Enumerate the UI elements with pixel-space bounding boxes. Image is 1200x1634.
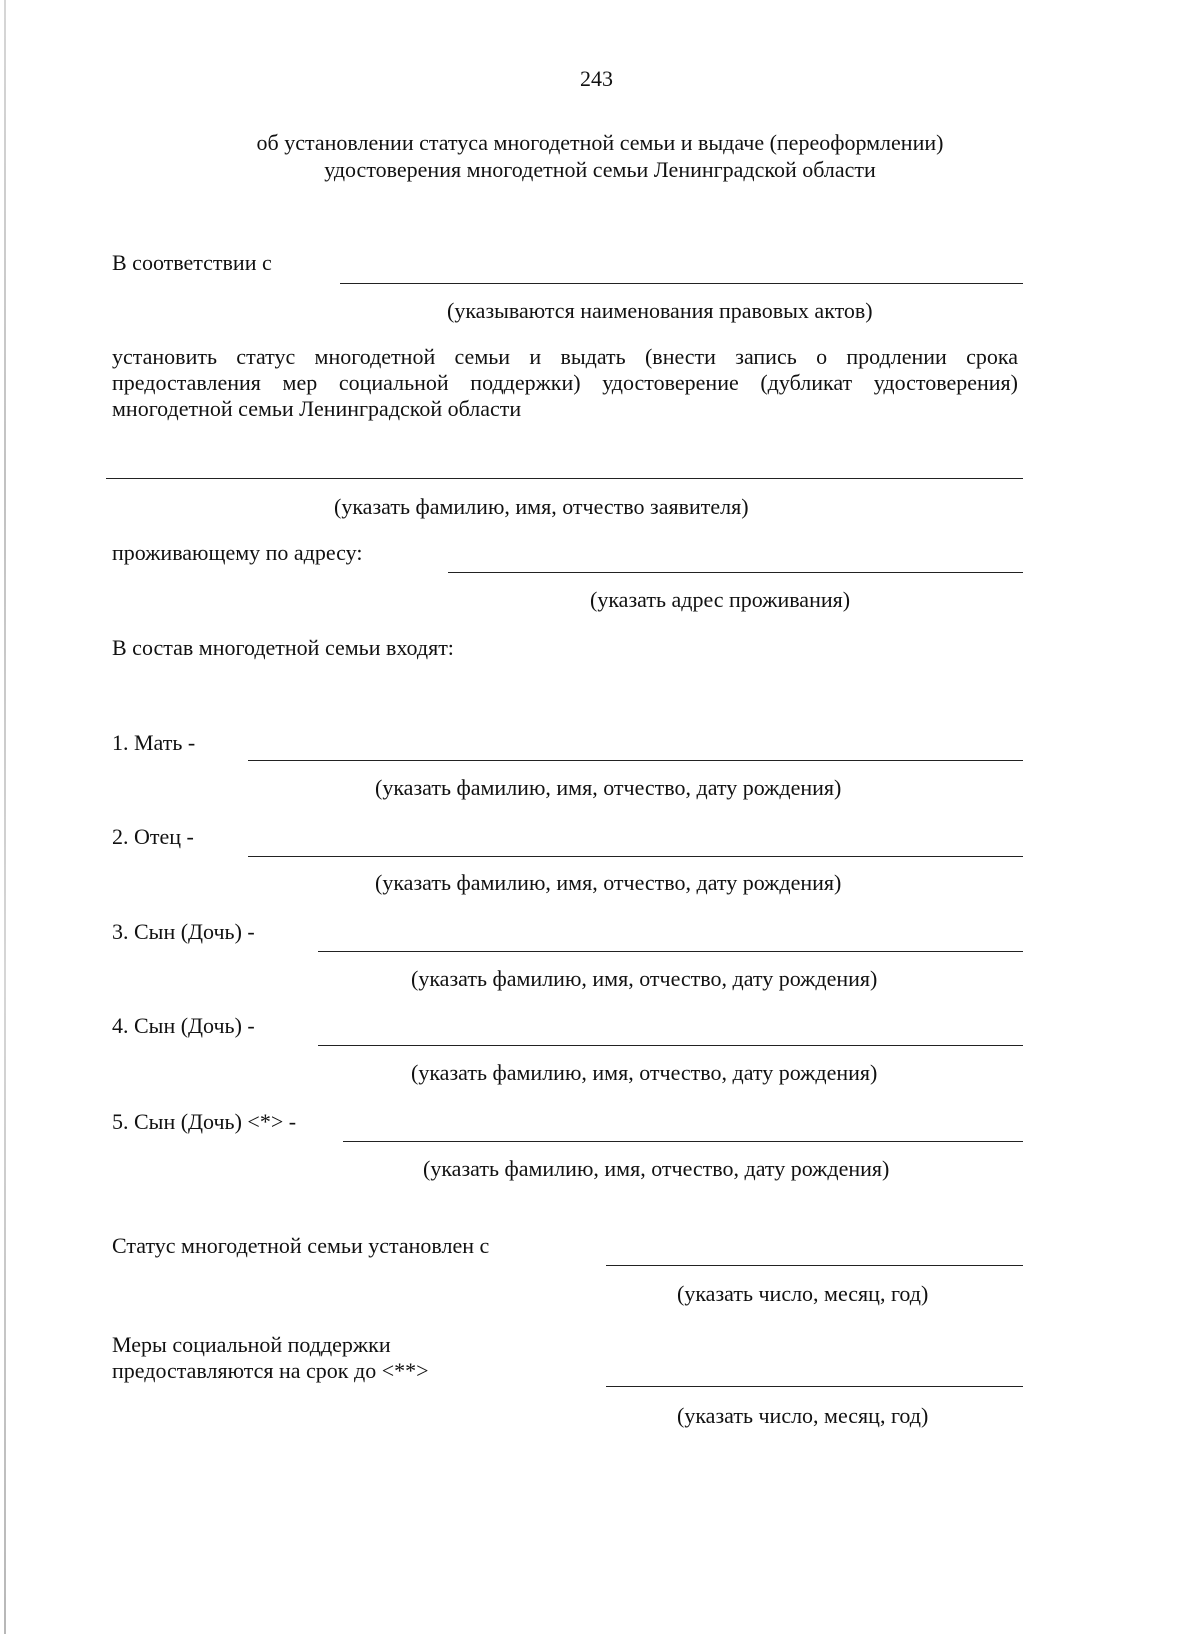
member-label: 4. Сын (Дочь) - — [112, 1013, 255, 1038]
support-term-label-1: Меры социальной поддержки — [112, 1332, 391, 1357]
decision-line-2: предоставления мер социальной поддержки) удостоверение (дубликат удостоверения) — [112, 370, 1018, 395]
support-term-label-2: предоставляются на срок до <**> — [112, 1358, 429, 1383]
header-line-2: удостоверения многодетной семьи Ленинградской области — [324, 157, 876, 182]
page-number: 243 — [580, 66, 613, 91]
scan-edge — [4, 0, 6, 1634]
basis-fill-line[interactable] — [340, 283, 1023, 284]
status-date-label: Статус многодетной семьи установлен с — [112, 1233, 490, 1258]
member-fill-line[interactable] — [248, 856, 1023, 857]
member-fill-line[interactable] — [248, 760, 1023, 761]
decision-line-3: многодетной семьи Ленинградской области — [112, 396, 522, 421]
member-label: 3. Сын (Дочь) - — [112, 919, 255, 944]
member-hint: (указать фамилию, имя, отчество, дату рождения) — [411, 966, 878, 991]
address-label: проживающему по адресу: — [112, 540, 363, 565]
member-hint: (указать фамилию, имя, отчество, дату рождения) — [375, 870, 842, 895]
applicant-fill-line[interactable] — [106, 478, 1023, 479]
member-label: 2. Отец - — [112, 824, 194, 849]
member-label: 1. Мать - — [112, 730, 196, 755]
header-line-1: об установлении статуса многодетной семьи и выдаче (переоформлении) — [256, 130, 944, 155]
address-hint: (указать адрес проживания) — [590, 587, 851, 612]
address-fill-line[interactable] — [448, 572, 1023, 573]
decision-line-1: установить статус многодетной семьи и выдать (внести запись о продлении срока — [112, 344, 1018, 369]
member-hint: (указать фамилию, имя, отчество, дату рождения) — [375, 775, 842, 800]
member-fill-line[interactable] — [343, 1141, 1023, 1142]
member-fill-line[interactable] — [318, 951, 1023, 952]
status-date-hint: (указать число, месяц, год) — [677, 1281, 929, 1306]
basis-label: В соответствии с — [112, 250, 272, 275]
decision-paragraph — [112, 344, 1018, 422]
basis-hint: (указываются наименования правовых актов) — [447, 298, 873, 323]
member-fill-line[interactable] — [318, 1045, 1023, 1046]
support-term-fill-line[interactable] — [606, 1386, 1023, 1387]
member-hint: (указать фамилию, имя, отчество, дату рождения) — [423, 1156, 890, 1181]
family-heading: В состав многодетной семьи входят: — [112, 635, 454, 660]
support-term-hint: (указать число, месяц, год) — [677, 1403, 929, 1428]
status-date-fill-line[interactable] — [606, 1265, 1023, 1266]
member-label: 5. Сын (Дочь) <*> - — [112, 1109, 297, 1134]
applicant-hint: (указать фамилию, имя, отчество заявителя) — [334, 494, 749, 519]
member-hint: (указать фамилию, имя, отчество, дату рождения) — [411, 1060, 878, 1085]
